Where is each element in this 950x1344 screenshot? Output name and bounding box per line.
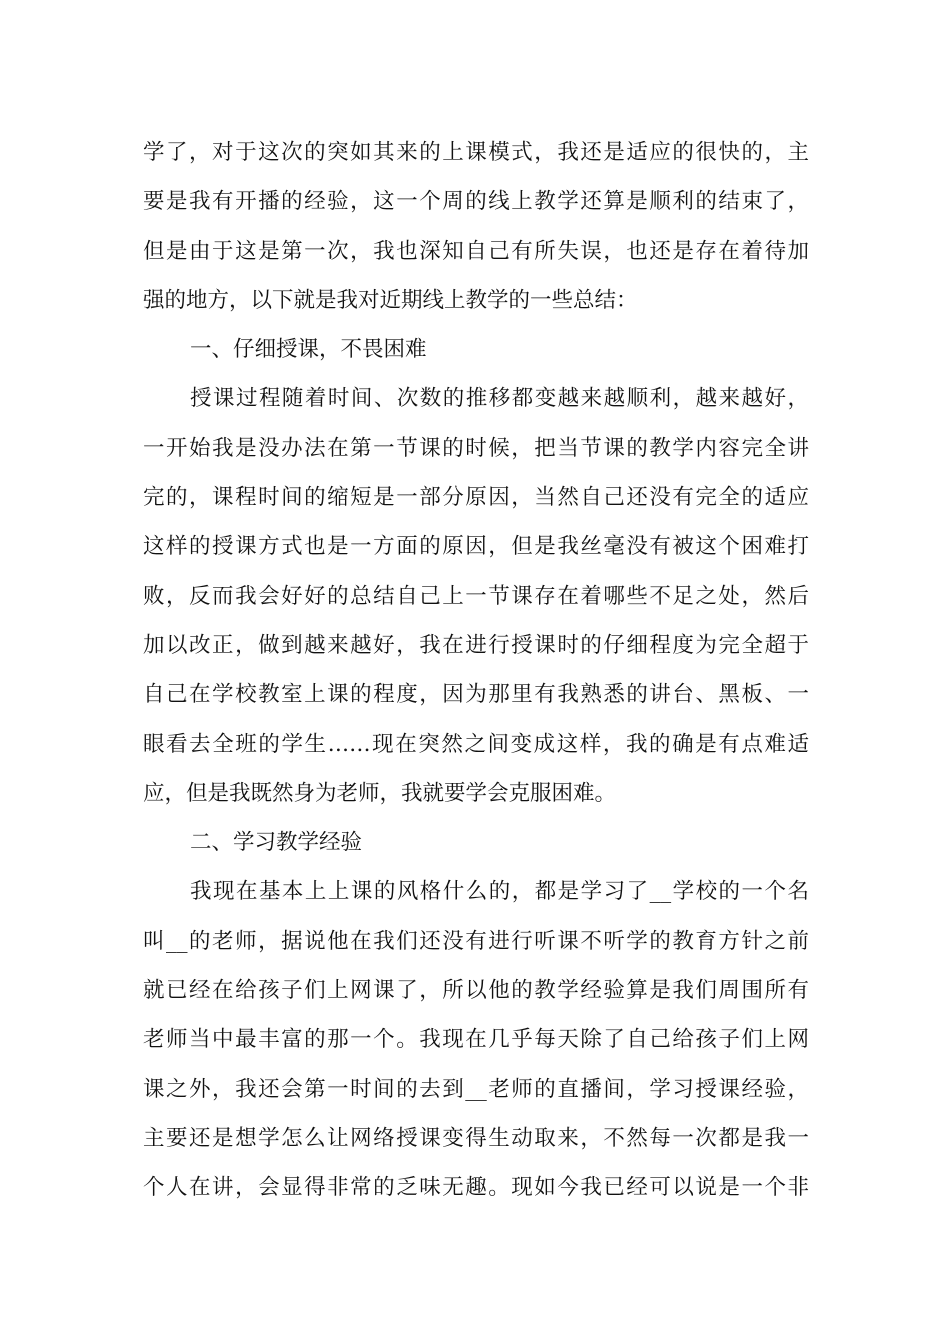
text-line: 加以改正，做到越来越好，我在进行授课时的仔细程度为完全超于 (143, 632, 809, 658)
text-line: 强的地方，以下就是我对近期线上教学的一些总结： (143, 287, 638, 313)
text-line: 这样的授课方式也是一方面的原因，但是我丝毫没有被这个困难打 (143, 534, 809, 560)
text-line: 一、仔细授课，不畏困难 (190, 337, 427, 363)
text-line: 叫__的老师，据说他在我们还没有进行听课不听学的教育方针之前 (143, 928, 809, 954)
text-line: 主要还是想学怎么让网络授课变得生动取来，不然每一次都是我一 (143, 1125, 809, 1151)
text-line: 就已经在给孩子们上网课了，所以他的教学经验算是我们周围所有 (143, 978, 809, 1004)
text-line: 眼看去全班的学生……现在突然之间变成这样，我的确是有点难适 (143, 731, 809, 757)
document-body (143, 128, 809, 1213)
text-line: 应，但是我既然身为老师，我就要学会克服困难。 (143, 780, 617, 806)
text-line: 老师当中最丰富的那一个。我现在几乎每天除了自己给孩子们上网 (143, 1027, 809, 1053)
text-line: 一开始我是没办法在第一节课的时候，把当节课的教学内容完全讲 (143, 435, 809, 461)
text-line: 完的，课程时间的缩短是一部分原因，当然自己还没有完全的适应 (143, 485, 809, 511)
text-line: 要是我有开播的经验，这一个周的线上教学还算是顺利的结束了， (143, 189, 809, 215)
text-line: 自己在学校教室上课的程度，因为那里有我熟悉的讲台、黑板、一 (143, 682, 809, 708)
text-line: 学了，对于这次的突如其来的上课模式，我还是适应的很快的，主 (143, 140, 809, 165)
text-line: 二、学习教学经验 (190, 830, 363, 856)
text-line: 败，反而我会好好的总结自己上一节课存在着哪些不足之处，然后 (143, 583, 809, 609)
text-line: 我现在基本上上课的风格什么的，都是学习了__学校的一个名 (190, 879, 809, 905)
text-line: 但是由于这是第一次，我也深知自己有所失误，也还是存在着待加 (143, 238, 809, 264)
text-line: 授课过程随着时间、次数的推移都变越来越顺利，越来越好， (190, 386, 809, 412)
text-line: 课之外，我还会第一时间的去到__老师的直播间，学习授课经验， (143, 1076, 809, 1102)
text-line: 个人在讲，会显得非常的乏味无趣。现如今我已经可以说是一个非 (143, 1175, 809, 1201)
